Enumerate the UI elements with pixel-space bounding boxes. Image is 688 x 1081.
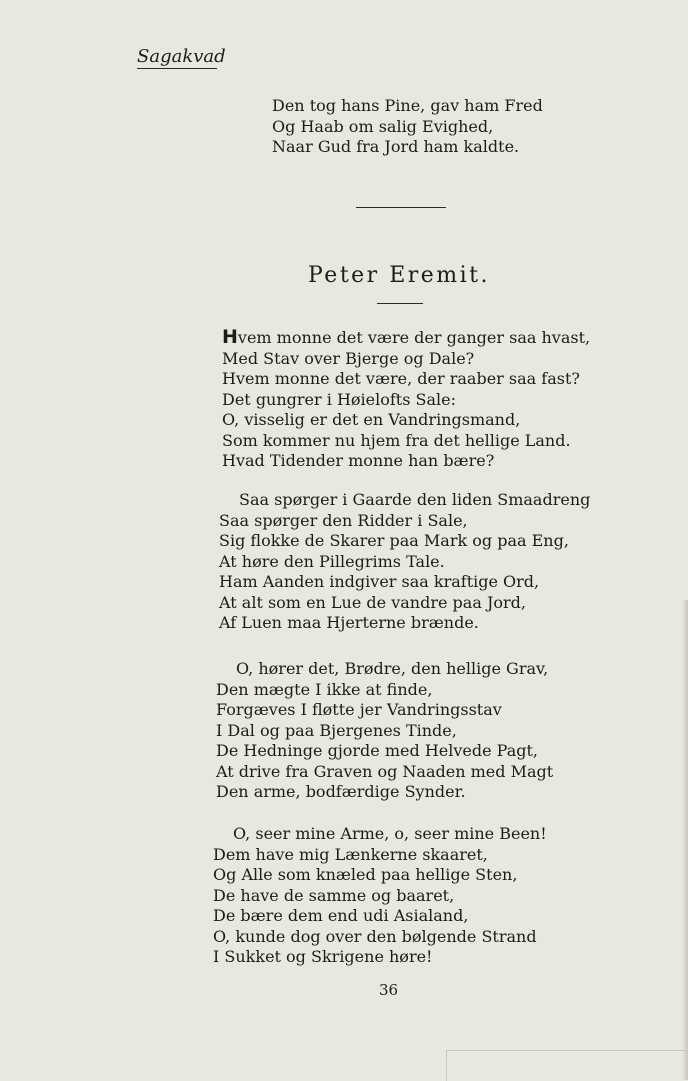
verse-line: De Hedninge gjorde med Helvede Pagt, bbox=[216, 741, 539, 760]
opening-stanza bbox=[272, 96, 543, 158]
verse-line: Hvem monne det være, der raaber saa fast? bbox=[222, 369, 580, 388]
verse-line: Forgæves I fløtte jer Vandringsstav bbox=[216, 700, 502, 719]
verse-line: Naar Gud fra Jord ham kaldte. bbox=[272, 137, 520, 156]
verse-line: Med Stav over Bjerge og Dale? bbox=[222, 348, 475, 368]
verse-line: O, kunde dog over den bølgende Strand bbox=[213, 926, 537, 946]
title-underline bbox=[377, 303, 423, 304]
running-head: Sagakvad bbox=[137, 46, 226, 67]
verse-line: Det gungrer i Høielofts Sale: bbox=[222, 389, 457, 409]
verse-line: I Sukket og Skrigene høre! bbox=[213, 947, 433, 966]
verse-line: I Dal og paa Bjergenes Tinde, bbox=[216, 720, 457, 740]
verse-line bbox=[222, 327, 590, 349]
section-divider bbox=[356, 207, 446, 208]
verse-line: Som kommer nu hjem fra det hellige Land. bbox=[222, 430, 571, 450]
verse-line: De have de samme og baaret, bbox=[213, 885, 455, 905]
verse-line: Den arme, bodfærdige Synder. bbox=[216, 782, 466, 801]
poem-title: Peter Eremit. bbox=[307, 263, 491, 288]
verse-line: Af Luen maa Hjerterne brænde. bbox=[219, 613, 479, 632]
verse-line: O, seer mine Arme, o, seer mine Been! bbox=[233, 824, 547, 843]
verse-line: Den mægte I ikke at finde, bbox=[216, 679, 433, 699]
drop-cap: H bbox=[222, 326, 238, 348]
page-number: 36 bbox=[379, 981, 399, 999]
verse-line: Ham Aanden indgiver saa kraftige Ord, bbox=[219, 572, 540, 591]
first-line-text: vem monne det være der ganger saa hvast, bbox=[237, 328, 591, 347]
verse-line: O, hører det, Brødre, den hellige Grav, bbox=[236, 659, 549, 678]
stanza-4 bbox=[213, 824, 547, 968]
verse-line: Sig flokke de Skarer paa Mark og paa Eng, bbox=[219, 531, 569, 550]
page-corner-edge bbox=[446, 1050, 688, 1081]
verse-line: Og Alle som knæled paa hellige Sten, bbox=[213, 865, 518, 884]
verse-line: Saa spørger den Ridder i Sale, bbox=[219, 510, 468, 530]
stanza-3 bbox=[216, 659, 553, 803]
stanza-2 bbox=[219, 490, 590, 634]
verse-line: Dem have mig Lænkerne skaaret, bbox=[213, 844, 488, 864]
verse-line: De bære dem end udi Asialand, bbox=[213, 906, 469, 925]
verse-line: At høre den Pillegrims Tale. bbox=[219, 551, 445, 571]
verse-line: Og Haab om salig Evighed, bbox=[272, 116, 494, 136]
verse-line: Saa spørger i Gaarde den liden Smaadreng bbox=[239, 490, 591, 509]
verse-line: Den tog hans Pine, gav ham Fred bbox=[272, 96, 543, 115]
verse-line: At alt som en Lue de vandre paa Jord, bbox=[219, 592, 526, 612]
verse-line: At drive fra Graven og Naaden med Magt bbox=[216, 761, 554, 781]
stanza-1 bbox=[222, 327, 590, 472]
page-edge-shadow bbox=[682, 600, 688, 1080]
verse-line: Hvad Tidender monne han bære? bbox=[222, 451, 495, 470]
verse-line: O, visselig er det en Vandringsmand, bbox=[222, 410, 521, 429]
